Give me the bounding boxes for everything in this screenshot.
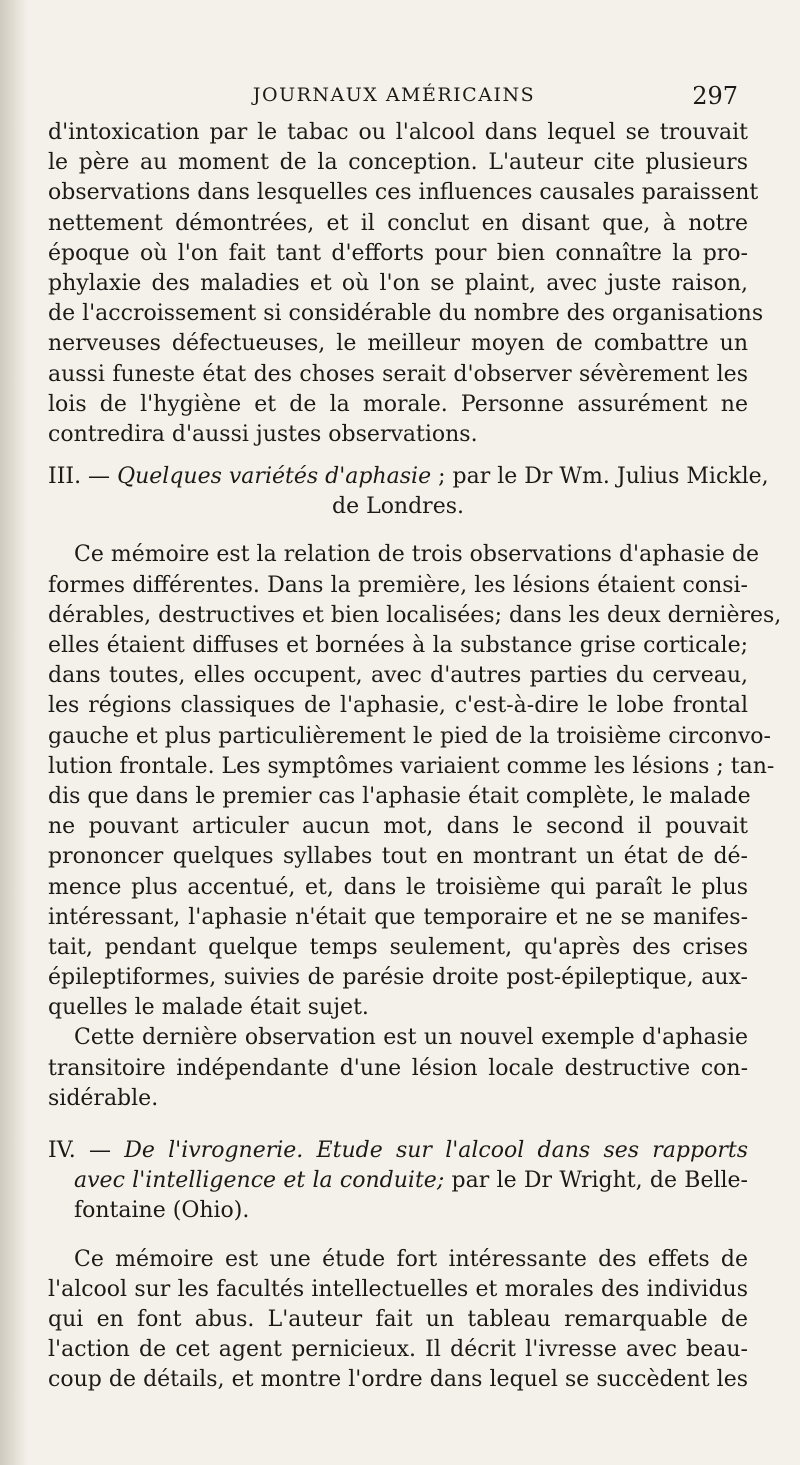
text-line: de l'accroissement si considérable du nombre des organisations xyxy=(48,301,764,327)
text-line: aussi funeste état des choses serait d'observer sévèrement les xyxy=(48,361,748,387)
text-line: quelles le malade était sujet. xyxy=(48,995,369,1021)
text-line: Ce mémoire est la relation de trois observations d'aphasie de xyxy=(74,542,760,568)
page-header xyxy=(48,84,740,114)
text-line: phylaxie des maladies et où l'on se plaint, avec juste raison, xyxy=(48,270,748,296)
text-line: prononcer quelques syllabes tout en montrant un état de dé- xyxy=(48,844,748,870)
text-line: gauche et plus particulièrement le pied de la troisième circonvo- xyxy=(48,723,771,749)
section-byline-location: de Londres. xyxy=(331,494,465,520)
text-line: dérables, destructives et bien localisées; dans les deux dernières, xyxy=(48,602,782,628)
text-line: l'alcool sur les facultés intellectuelles et morales des individus xyxy=(48,1276,748,1302)
text-line: dans toutes, elles occupent, avec d'autres parties du cerveau, xyxy=(48,663,748,689)
text-line: qui en font abus. L'auteur fait un tableau remarquable de xyxy=(48,1306,748,1332)
text-line: contredira d'aussi justes observations. xyxy=(48,421,478,447)
section-title: Quelques variétés d'aphasie xyxy=(117,464,432,490)
running-head: JOURNAUX AMÉRICAINS xyxy=(252,84,536,106)
text-line: dis que dans le premier cas l'aphasie était complète, le malade xyxy=(48,783,751,809)
section-heading-4 xyxy=(48,1136,748,1227)
paragraph-2 xyxy=(48,540,782,1023)
text-line: époque où l'on fait tant d'efforts pour bien connaître la pro- xyxy=(48,240,748,266)
section-heading-line xyxy=(48,1136,748,1166)
section-number: IV. — xyxy=(48,1138,125,1163)
paragraph-3 xyxy=(48,1023,748,1114)
section-title: De l'ivrognerie. Etude sur l'alcool dans ses rapports xyxy=(124,1138,748,1163)
text-line: lution frontale. Les symptômes variaient comme les lésions ; tan- xyxy=(48,753,775,779)
paragraph-1 xyxy=(48,118,764,450)
text-line: le père au moment de la conception. L'auteur cite plusieurs xyxy=(48,150,748,176)
text-line: l'action de cet agent pernicieux. Il décrit l'ivresse avec beau- xyxy=(48,1337,748,1363)
page-binding-shadow xyxy=(0,0,28,1465)
section-heading-line xyxy=(48,1166,748,1196)
text-line: transitoire indépendante d'une lésion locale destructive con- xyxy=(48,1055,748,1081)
text-line: ne pouvant articuler aucun mot, dans le second il pouvait xyxy=(48,814,748,840)
text-line: coup de détails, et montre l'ordre dans lequel se succèdent les xyxy=(48,1367,748,1393)
text-line: Cette dernière observation est un nouvel exemple d'aphasie xyxy=(74,1025,748,1051)
text-line: d'intoxication par le tabac ou l'alcool dans lequel se trouvait xyxy=(48,120,748,145)
section-heading-3 xyxy=(48,462,769,522)
text-line: intéressant, l'aphasie n'était que temporaire et ne se manifes- xyxy=(48,904,748,930)
text-line: elles étaient diffuses et bornées à la substance grise corticale; xyxy=(48,633,748,658)
section-title-continued: avec l'intelligence et la conduite; xyxy=(74,1168,445,1194)
section-number: III. — xyxy=(48,464,118,490)
section-byline: par le Dr Wright, de Belle- xyxy=(444,1168,748,1194)
text-line: nettement démontrées, et il conclut en disant que, à notre xyxy=(48,210,748,236)
text-line: nerveuses défectueuses, le meilleur moyen de combattre un xyxy=(48,331,748,357)
text-line: lois de l'hygiène et de la morale. Personne assurément ne xyxy=(48,391,748,417)
paragraph-4 xyxy=(48,1245,748,1396)
section-byline-location: fontaine (Ohio). xyxy=(74,1198,250,1224)
text-line: tait, pendant quelque temps seulement, qu'après des crises xyxy=(48,934,748,960)
body-text xyxy=(48,118,782,1396)
section-heading-line xyxy=(48,462,769,492)
text-line: observations dans lesquelles ces influences causales paraissent xyxy=(48,180,759,206)
page-number: 297 xyxy=(692,82,738,110)
text-line: les régions classiques de l'aphasie, c'est-à-dire le lobe frontal xyxy=(48,693,748,719)
text-line: formes différentes. Dans la première, les lésions étaient consi- xyxy=(48,572,748,598)
section-byline: ; par le Dr Wm. Julius Mickle, xyxy=(431,464,769,490)
text-line: mence plus accentué, et, dans le troisième qui paraît le plus xyxy=(48,874,748,900)
text-line: Ce mémoire est une étude fort intéressante des effets de xyxy=(74,1246,748,1272)
text-line: sidérable. xyxy=(48,1085,159,1111)
text-line: épileptiformes, suivies de parésie droite post-épileptique, aux- xyxy=(48,965,748,991)
